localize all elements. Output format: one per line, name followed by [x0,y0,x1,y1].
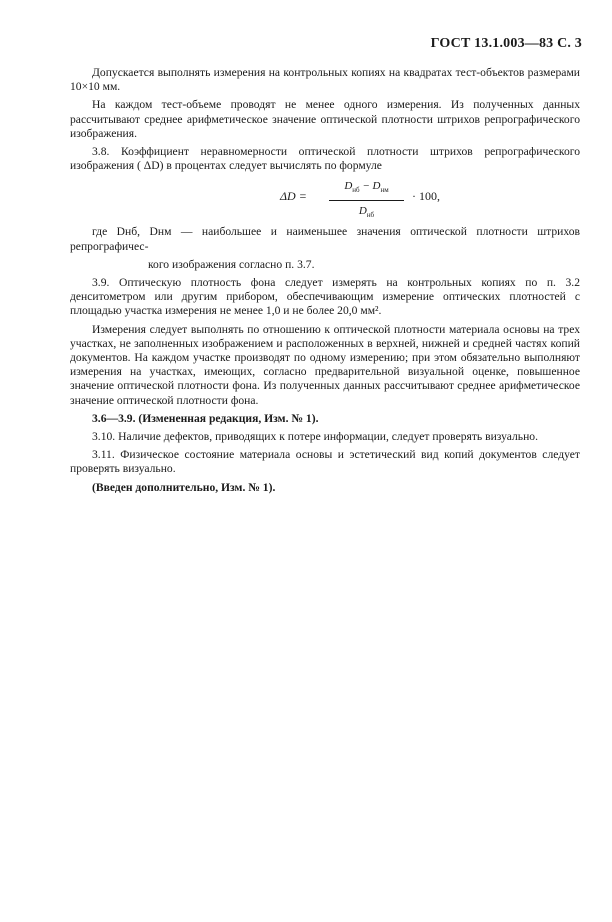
formula-denominator: $D_{нб}$ [358,204,375,219]
paragraph-measurement-count: На каждом тест-объеме проводят не менее одного измерения. Из полученных данных рассчитывают среднее арифметическое значение оптической плотности штрихов репрографического изображения. [70,98,580,140]
document-body [70,66,580,499]
paragraph-revision-note: 3.6—3.9. (Измененная редакция, Изм. № 1). [92,411,319,425]
paragraph-3-8: 3.8. Коэффициент неравномерности оптической плотности штрихов репрографического изображения ( ΔD) в процентах следует вычислять по формуле [70,145,580,173]
page-header: ГОСТ 13.1.003—83 С. 3 [430,36,582,51]
paragraph-3-10: 3.10. Наличие дефектов, приводящих к потере информации, следует проверять визуально. [92,430,538,444]
formula-fraction [329,179,404,222]
paragraph-addition-note: (Введен дополнительно, Изм. № 1). [92,480,276,494]
paragraph-3-11: 3.11. Физическое состояние материала основы и эстетический вид копий документов следует проверять визуально. [70,448,580,476]
formula-delta-d [70,179,580,221]
formula-multiplier: · 100, [412,189,440,204]
formula-legend-line-1: где Dнб, Dнм — наибольшее и наименьшее значения оптической плотности штрихов репрографичес- [70,225,580,253]
paragraph-permission-note: Допускается выполнять измерения на контрольных копиях на квадратах тест-объектов размерами 10×10 мм. [70,66,580,94]
paragraph-3-9: 3.9. Оптическую плотность фона следует измерять на контрольных копиях по п. 3.2 денситометром или другим прибором, обеспечивающим измерение оптических плотностей с площадью участка измерения не менее 1,0 и не более 20,0 мм². [70,276,580,318]
formula-legend-line-2: кого изображения согласно п. 3.7. [148,257,315,271]
paragraph-background-measurement: Измерения следует выполнять по отношению к оптической плотности материала основы на трех участках, не заполненных изображением и расположенных в верхней, нижней и средней частях копий документов. На каждом участке производят по одному измерению; при этом обязательно выполняют измерения на участках, имеющих, согласно предварительной визуальной оценке, повышенное значение оптической плотности фона. Из полученных данных рассчитывают среднее арифметическое значение оптической плотности фона. [70,322,580,407]
formula-numerator: $D_{нб} - D_{нм}$ [329,179,404,200]
formula-lhs: ΔD = [280,189,307,204]
